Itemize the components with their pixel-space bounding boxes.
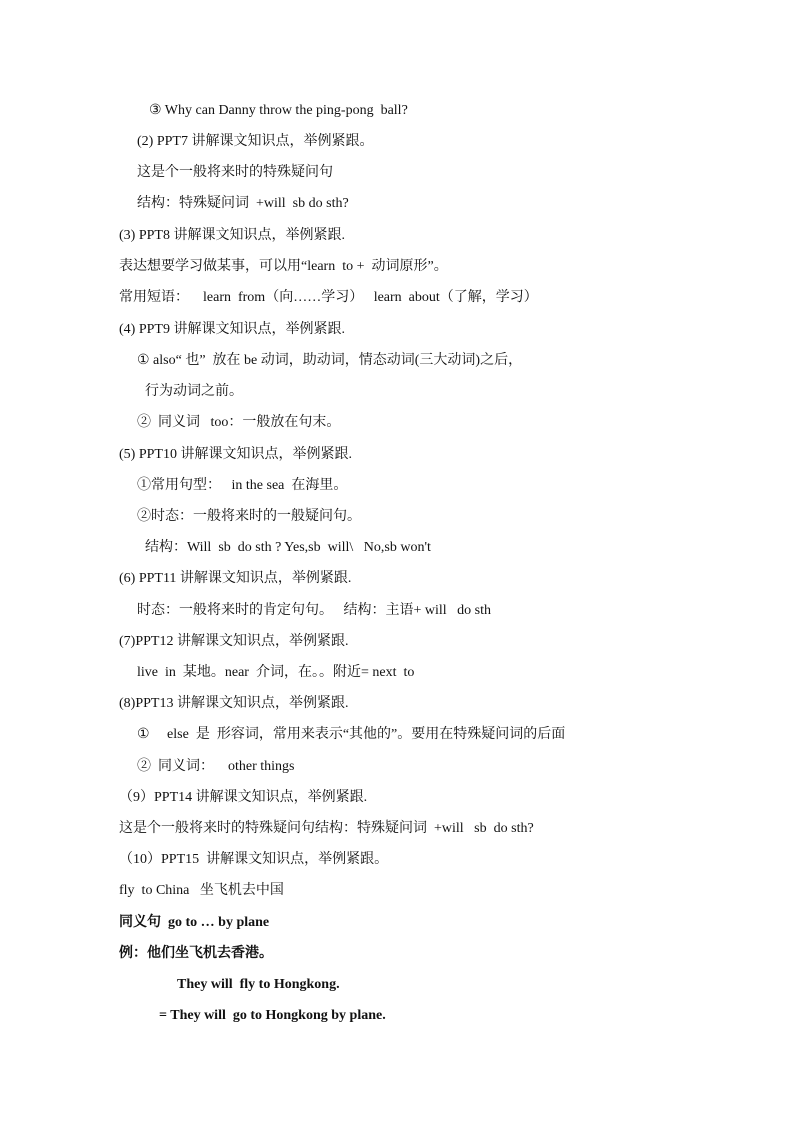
text-line: 同义句 go to … by plane [119, 915, 270, 930]
text-line: ①常用句型： in the sea 在海里。 [137, 478, 348, 493]
text-line: ②时态：一般将来时的一般疑问句。 [137, 509, 361, 524]
text-line: (7)PPT12 讲解课文知识点，举例紧跟. [119, 634, 349, 649]
text-line: = They will go to Hongkong by plane. [159, 1008, 386, 1023]
text-line: 结构：特殊疑问词 +will sb do sth? [137, 196, 349, 211]
text-line: 这是个一般将来时的特殊疑问句 [137, 165, 333, 180]
text-line: (2) PPT7 讲解课文知识点，举例紧跟。 [137, 134, 374, 149]
text-line: (3) PPT8 讲解课文知识点，举例紧跟. [119, 228, 345, 243]
text-line: ② 同义词： other things [137, 759, 295, 774]
text-line: 例：他们坐飞机去香港。 [119, 946, 273, 961]
text-line: ③ Why can Danny throw the ping-pong ball? [149, 103, 408, 118]
text-line: 行为动词之前。 [145, 384, 243, 399]
text-line: (5) PPT10 讲解课文知识点，举例紧跟. [119, 447, 352, 462]
text-line: fly to China 坐飞机去中国 [119, 883, 284, 898]
text-line: 结构：Will sb do sth ? Yes,sb will\ No,sb won't [145, 540, 431, 555]
text-line: (8)PPT13 讲解课文知识点，举例紧跟. [119, 696, 349, 711]
text-line: 这是个一般将来时的特殊疑问句结构：特殊疑问词 +will sb do sth? [119, 821, 534, 836]
text-line: live in 某地。near 介词，在。。附近= next to [137, 665, 415, 680]
text-line: （10）PPT15 讲解课文知识点，举例紧跟。 [119, 852, 389, 867]
text-line: ① else 是 形容词，常用来表示“其他的”。要用在特殊疑问词的后面 [137, 727, 566, 742]
text-line: 时态：一般将来时的肯定句句。 结构：主语+ will do sth [137, 603, 492, 618]
text-line: 表达想要学习做某事，可以用“learn to + 动词原形”。 [119, 259, 448, 274]
text-line: ② 同义词 too：一般放在句末。 [137, 415, 341, 430]
text-line: (4) PPT9 讲解课文知识点，举例紧跟. [119, 322, 345, 337]
text-line: ① also“ 也” 放在 be 动词，助动词，情态动词(三大动词)之后， [137, 353, 523, 368]
text-line: They will fly to Hongkong. [177, 977, 340, 992]
text-line: 常用短语： learn from（向……学习） learn about（了解，学习） [119, 290, 538, 305]
text-line: (6) PPT11 讲解课文知识点，举例紧跟. [119, 571, 352, 586]
text-line: （9）PPT14 讲解课文知识点，举例紧跟. [119, 790, 368, 805]
